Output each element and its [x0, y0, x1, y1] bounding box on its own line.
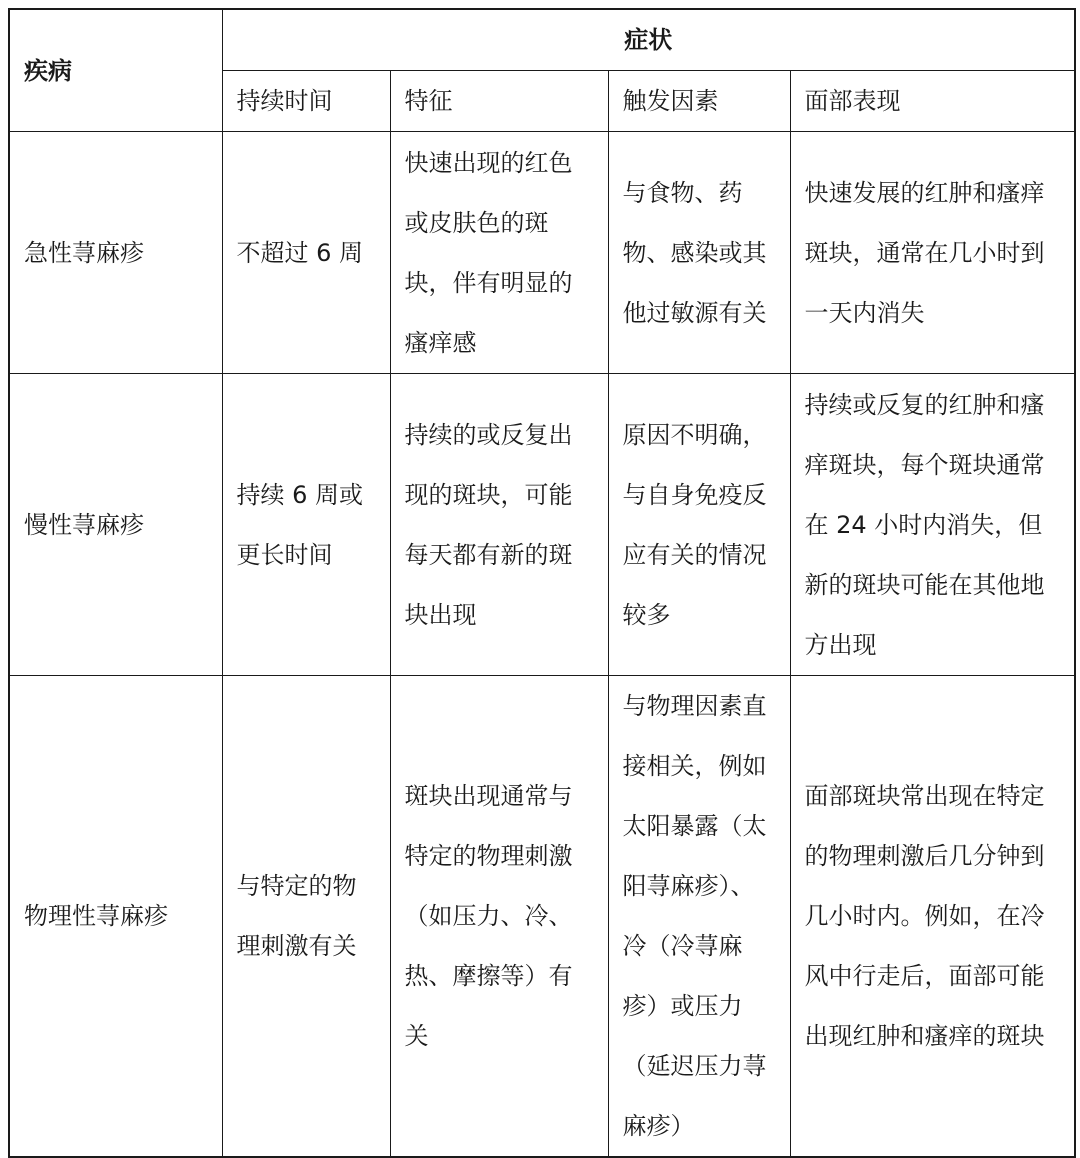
table-row: [9, 132, 1075, 374]
cell-duration: 持续 6 周或更长时间: [222, 374, 390, 676]
header-symptoms: 症状: [222, 9, 1075, 71]
table-row: [9, 374, 1075, 676]
header-feature: 特征: [390, 71, 608, 132]
table-row: [9, 676, 1075, 1158]
cell-trigger: 与物理因素直接相关，例如太阳暴露（太阳荨麻疹）、冷（冷荨麻疹）或压力（延迟压力荨麻疹）: [608, 676, 790, 1158]
header-row-top: [9, 9, 1075, 71]
cell-feature: 快速出现的红色或皮肤色的斑块，伴有明显的瘙痒感: [390, 132, 608, 374]
cell-disease: 慢性荨麻疹: [9, 374, 222, 676]
table-wrapper: [8, 8, 1076, 1158]
cell-trigger: 与食物、药物、感染或其他过敏源有关: [608, 132, 790, 374]
header-facial: 面部表现: [790, 71, 1075, 132]
header-disease: 疾病: [9, 9, 222, 132]
cell-feature: 持续的或反复出现的斑块，可能每天都有新的斑块出现: [390, 374, 608, 676]
cell-duration: 不超过 6 周: [222, 132, 390, 374]
cell-disease: 急性荨麻疹: [9, 132, 222, 374]
urticaria-table: [8, 8, 1076, 1158]
cell-duration: 与特定的物理刺激有关: [222, 676, 390, 1158]
header-duration: 持续时间: [222, 71, 390, 132]
cell-facial: 快速发展的红肿和瘙痒斑块，通常在几小时到一天内消失: [790, 132, 1075, 374]
header-trigger: 触发因素: [608, 71, 790, 132]
cell-feature: 斑块出现通常与特定的物理刺激（如压力、冷、热、摩擦等）有关: [390, 676, 608, 1158]
cell-trigger: 原因不明确，与自身免疫反应有关的情况较多: [608, 374, 790, 676]
cell-disease: 物理性荨麻疹: [9, 676, 222, 1158]
cell-facial: 持续或反复的红肿和瘙痒斑块，每个斑块通常在 24 小时内消失，但新的斑块可能在其他地方出现: [790, 374, 1075, 676]
cell-facial: 面部斑块常出现在特定的物理刺激后几分钟到几小时内。例如，在冷风中行走后，面部可能出现红肿和瘙痒的斑块: [790, 676, 1075, 1158]
